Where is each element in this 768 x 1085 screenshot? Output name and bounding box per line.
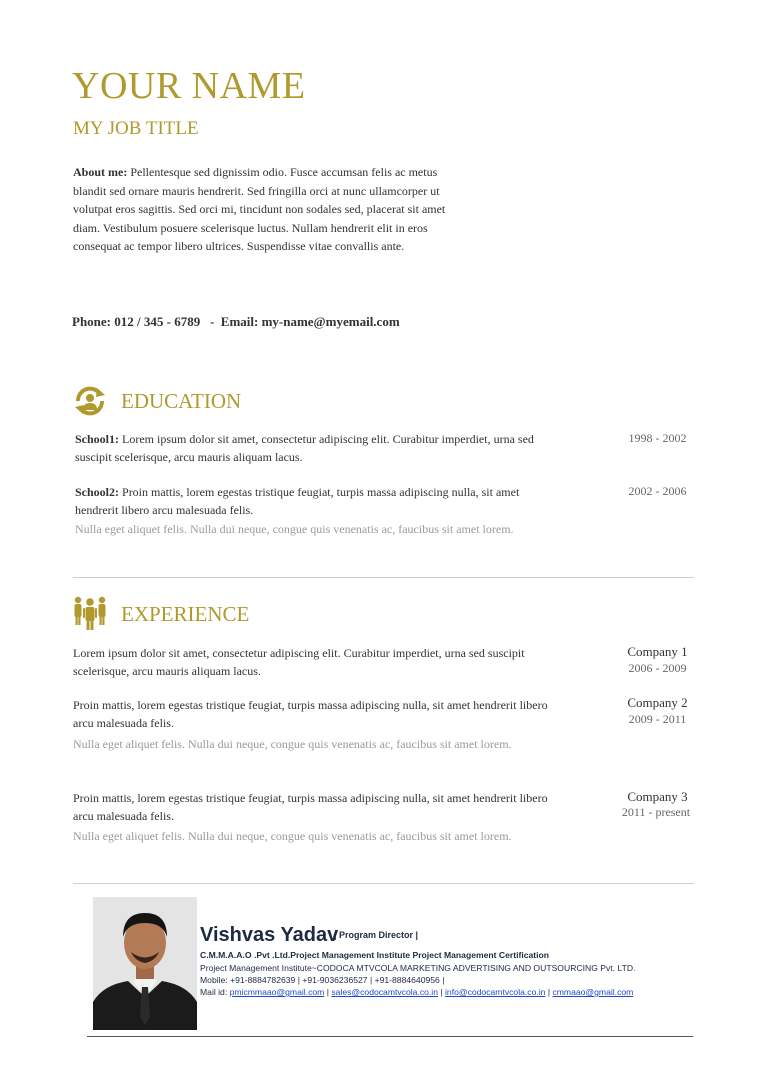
mail-separator: | bbox=[326, 987, 329, 997]
resume-name: YOUR NAME bbox=[72, 65, 306, 107]
education-item bbox=[75, 430, 565, 466]
education-item-date: 2002 - 2006 bbox=[628, 484, 687, 498]
experience-item-text: Proin mattis, lorem egestas tristique feugiat, turpis massa adipiscing nulla, sit amet hendrerit libero arcu malesuada felis. bbox=[73, 791, 548, 823]
section-divider bbox=[73, 883, 694, 884]
education-item-date: 1998 - 2002 bbox=[628, 431, 687, 445]
education-item-sub: Nulla eget aliquet felis. Nulla dui neque, congue quis venenatis ac, faucibus sit amet lorem. bbox=[75, 522, 514, 536]
experience-item-company: Company 3 bbox=[627, 789, 688, 804]
education-title: EDUCATION bbox=[121, 389, 242, 413]
education-icon bbox=[72, 383, 108, 423]
signature-role: | Program Director | bbox=[334, 930, 419, 940]
experience-item-text: Lorem ipsum dolor sit amet, consectetur adipiscing elit. Curabitur imperdiet, urna sed suscipit scelerisque, arcu mauris aliquam lacus. bbox=[73, 646, 525, 678]
signature-mail bbox=[200, 987, 633, 997]
profile-photo bbox=[93, 897, 197, 1030]
signature-mobile: Mobile: +91-8884782639 | +91-9036236527 | +91-8884640956 | bbox=[200, 975, 445, 985]
experience-item-sub: Nulla eget aliquet felis. Nulla dui neque, congue quis venenatis ac, faucibus sit amet lorem. bbox=[73, 829, 512, 843]
about-me bbox=[73, 163, 473, 256]
signature-company: C.M.M.A.A.O .Pvt .Ltd.Project Management Institute Project Management Certification bbox=[200, 950, 550, 960]
experience-item-sub: Nulla eget aliquet felis. Nulla dui neque, congue quis venenatis ac, faucibus sit amet lorem. bbox=[73, 737, 512, 751]
experience-title: EXPERIENCE bbox=[121, 602, 250, 626]
education-item bbox=[75, 483, 565, 519]
experience-item-company: Company 1 bbox=[627, 644, 688, 659]
job-title: MY JOB TITLE bbox=[73, 118, 199, 139]
section-divider bbox=[73, 577, 694, 578]
about-text: Pellentesque sed dignissim odio. Fusce accumsan felis ac metus blandit sed ornare mauris hendrerit. Sed fringilla orci at nunc ullamcorper ut volutpat eros sagittis. Sed orci mi, tincidunt non sodales sed, placerat sit amet diam. Vestibulum posuere scelerisque luctus. Nullam hendrerit elit in eros consequat ac tempor libero ultrices. Suspendisse vitae convallis ante. bbox=[73, 165, 446, 253]
about-label: About me: bbox=[73, 165, 128, 179]
education-item-text: Lorem ipsum dolor sit amet, consectetur adipiscing elit. Curabitur imperdiet, urna sed suscipit scelerisque, arcu mauris aliquam lacus. bbox=[75, 432, 534, 464]
mail-link[interactable]: cmmaao@gmail.com bbox=[552, 987, 634, 997]
mail-separator: | bbox=[547, 987, 551, 997]
team-icon bbox=[72, 595, 108, 635]
signature-name: Vishvas Yadav bbox=[200, 924, 339, 946]
signature-divider bbox=[87, 1036, 693, 1037]
experience-item-text: Proin mattis, lorem egestas tristique feugiat, turpis massa adipiscing nulla, sit amet hendrerit libero arcu malesuada felis. bbox=[73, 698, 548, 730]
mail-link[interactable]: info@codocamtvcola.co.in bbox=[445, 987, 546, 997]
signature-organization: Project Management Institute~CODOCA MTVCOLA MARKETING ADVERTISING AND OUTSOURCING Pvt. LTD. bbox=[200, 963, 636, 973]
contact-line: Phone: 012 / 345 - 6789 - Email: my-name@myemail.com bbox=[72, 314, 400, 329]
mail-link[interactable]: sales@codocamtvcola.co.in bbox=[331, 987, 438, 997]
experience-item-date: 2006 - 2009 bbox=[628, 661, 687, 675]
education-item-label: School1: bbox=[75, 432, 120, 446]
mail-separator: | bbox=[440, 987, 443, 997]
education-item-label: School2: bbox=[75, 485, 120, 499]
mail-label: Mail id: bbox=[200, 987, 228, 997]
experience-item-date: 2009 - 2011 bbox=[628, 712, 687, 726]
mail-link[interactable]: pmicmmaao@gmail.com bbox=[229, 987, 325, 997]
experience-item-company: Company 2 bbox=[627, 695, 688, 710]
experience-item-date: 2011 - present bbox=[621, 805, 691, 819]
education-item-text: Proin mattis, lorem egestas tristique feugiat, turpis massa adipiscing nulla, sit amet hendrerit libero arcu malesuada felis. bbox=[75, 485, 520, 517]
